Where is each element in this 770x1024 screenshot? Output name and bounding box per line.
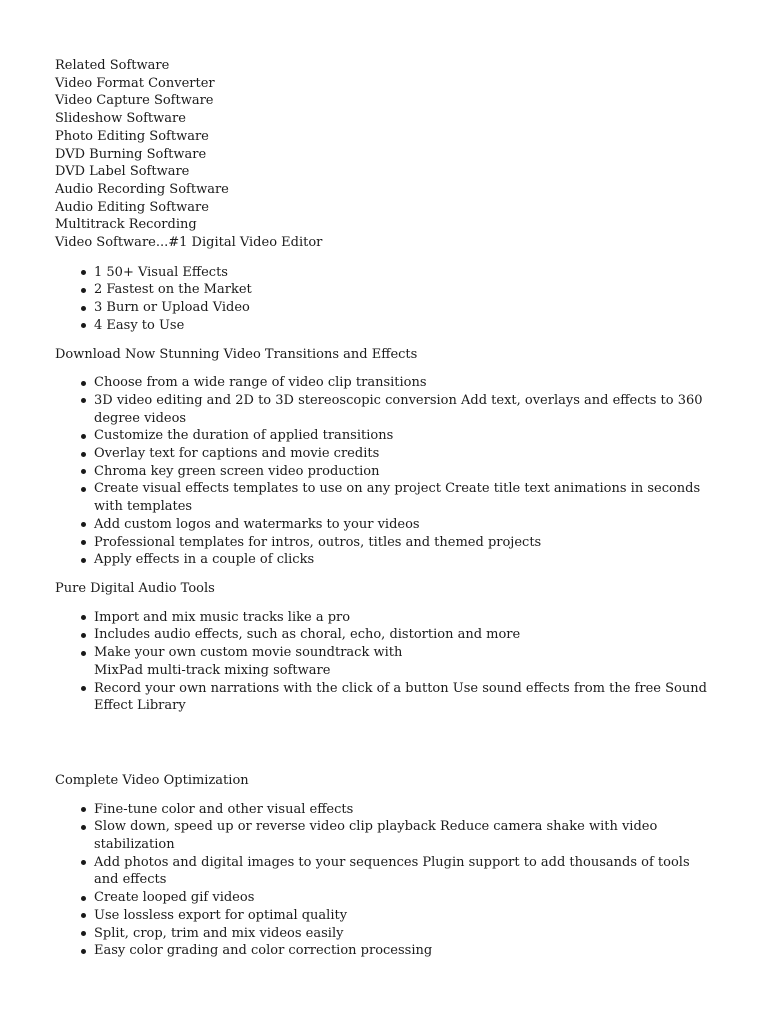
optimization-list [55, 801, 710, 960]
list-item: Record your own narrations with the click of a button Use sound effects from the free Sound Effect Library [94, 680, 710, 715]
related-software-heading: Related Software [55, 58, 170, 73]
list-item: Add photos and digital images to your sequences Plugin support to add thousands of tools and effects [94, 854, 710, 889]
related-link-photo-editing-software[interactable]: Photo Editing Software [55, 128, 209, 144]
highlights-list [55, 264, 710, 335]
list-item: Choose from a wide range of video clip transitions [94, 374, 710, 392]
mixpad-link[interactable]: MixPad multi-track mixing software [94, 662, 331, 678]
related-software-section [55, 57, 710, 252]
list-item: Add custom logos and watermarks to your videos [94, 516, 710, 534]
spacer [55, 726, 710, 772]
list-item: Professional templates for intros, outros, titles and themed projects [94, 534, 710, 552]
related-link-multitrack-recording[interactable]: Multitrack Recording [55, 217, 197, 233]
list-item [94, 644, 710, 679]
audio-heading: Pure Digital Audio Tools [55, 580, 215, 596]
list-item: Easy color grading and color correction processing [94, 942, 710, 960]
list-item: 1 50+ Visual Effects [94, 264, 710, 282]
related-link-video-capture-software[interactable]: Video Capture Software [55, 93, 214, 109]
related-link-video-format-converter[interactable]: Video Format Converter [55, 75, 215, 91]
soundtrack-text: Make your own custom movie soundtrack with [94, 645, 403, 661]
list-item: Includes audio effects, such as choral, echo, distortion and more [94, 626, 710, 644]
list-item: Slow down, speed up or reverse video clip playback Reduce camera shake with video stabilization [94, 818, 710, 853]
list-item: 4 Easy to Use [94, 317, 710, 335]
list-item: 2 Fastest on the Market [94, 281, 710, 299]
list-item: Import and mix music tracks like a pro [94, 609, 710, 627]
related-link-audio-recording-software[interactable]: Audio Recording Software [55, 181, 229, 197]
list-item: Apply effects in a couple of clicks [94, 551, 710, 569]
list-item: Customize the duration of applied transitions [94, 427, 710, 445]
transitions-list [55, 374, 710, 569]
list-item: 3D video editing and 2D to 3D stereoscopic conversion Add text, overlays and effects to 360 degree videos [94, 392, 710, 427]
related-link-dvd-burning-software[interactable]: DVD Burning Software [55, 146, 207, 162]
list-item: Overlay text for captions and movie credits [94, 445, 710, 463]
audio-list [55, 609, 710, 715]
related-link-audio-editing-software[interactable]: Audio Editing Software [55, 199, 209, 215]
list-item: 3 Burn or Upload Video [94, 299, 710, 317]
list-item: Use lossless export for optimal quality [94, 907, 710, 925]
list-item: Split, crop, trim and mix videos easily [94, 925, 710, 943]
related-link-video-software[interactable]: Video Software...#1 Digital Video Editor [55, 235, 323, 251]
related-link-slideshow-software[interactable]: Slideshow Software [55, 111, 186, 127]
transitions-heading[interactable]: Download Now Stunning Video Transitions and Effects [55, 346, 418, 362]
optimization-heading: Complete Video Optimization [55, 772, 249, 788]
list-item: Create looped gif videos [94, 889, 710, 907]
related-link-dvd-label-software[interactable]: DVD Label Software [55, 164, 190, 180]
list-item: Fine-tune color and other visual effects [94, 801, 710, 819]
list-item: Create visual effects templates to use on any project Create title text animations in seconds with templates [94, 480, 710, 515]
list-item: Chroma key green screen video production [94, 463, 710, 481]
